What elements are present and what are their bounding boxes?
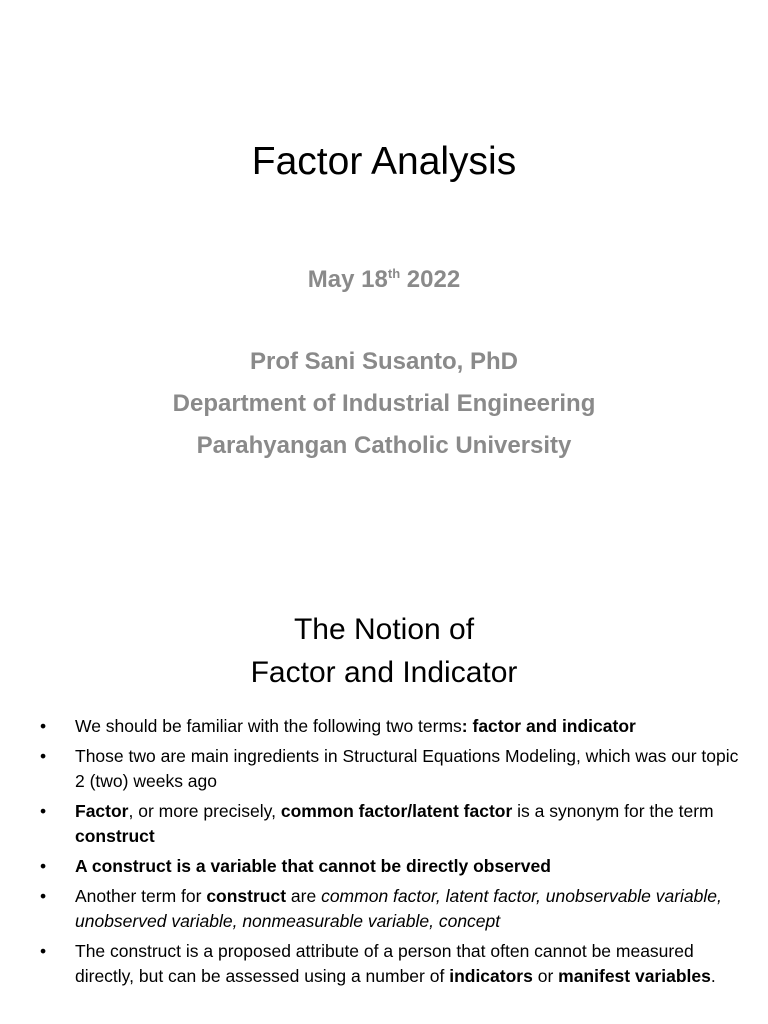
bullet-text-run: .: [710, 966, 716, 986]
bullet-list: [40, 714, 740, 994]
bullet-text-run: common factor, latent factor, unobservable variable, unobserved variable, nonmeasurable variable, concept: [75, 886, 722, 931]
author-name: Prof Sani Susanto, PhD: [249, 348, 519, 375]
author-department: Department of Industrial Engineering: [172, 390, 596, 417]
bullet-text-run: or: [532, 966, 559, 986]
slide-title-line-1: The Notion of: [293, 613, 475, 646]
bullet-item: [40, 799, 740, 849]
bullet-text-run: construct: [206, 886, 287, 906]
bullet-text-run: is a synonym for the term: [512, 801, 714, 821]
bullet-text-run: Another term for: [75, 886, 207, 906]
bullet-text-run: are: [286, 886, 322, 906]
date-year: 2022: [400, 266, 461, 293]
bullet-text-run: , or more precisely,: [128, 801, 281, 821]
bullet-text-run: We should be familiar with the following two terms: [75, 716, 462, 736]
bullet-item: [40, 939, 740, 989]
bullet-text-run: : factor and indicator: [461, 716, 636, 736]
bullet-item: [40, 854, 740, 879]
slide-title-line-2: Factor and Indicator: [250, 656, 518, 689]
bullet-item: [40, 714, 740, 739]
bullet-text-run: common factor/latent factor: [280, 801, 513, 821]
slide-title: [0, 608, 768, 694]
bullet-text-run: A construct is a variable that cannot be directly observed: [75, 856, 551, 876]
bullet-text-run: Factor: [75, 801, 129, 821]
author-block: [0, 341, 768, 467]
date-prefix: May 18: [307, 266, 388, 293]
bullet-text-run: indicators: [449, 966, 533, 986]
author-university: Parahyangan Catholic University: [196, 432, 572, 459]
date-ordinal: th: [387, 266, 401, 281]
bullet-text-run: manifest variables: [558, 966, 711, 986]
presentation-date: [0, 259, 768, 301]
bullet-text-run: construct: [75, 826, 155, 846]
bullet-item: [40, 884, 740, 934]
bullet-text-run: The construct is a proposed attribute of a person that often cannot be measured directly, but can be assessed using a number of: [75, 941, 694, 986]
bullet-text-run: Those two are main ingredients in Structural Equations Modeling, which was our topic 2 (two) weeks ago: [75, 746, 739, 791]
bullet-item: [40, 744, 740, 794]
presentation-title: Factor Analysis: [251, 140, 517, 183]
content-slide: [0, 576, 768, 1024]
